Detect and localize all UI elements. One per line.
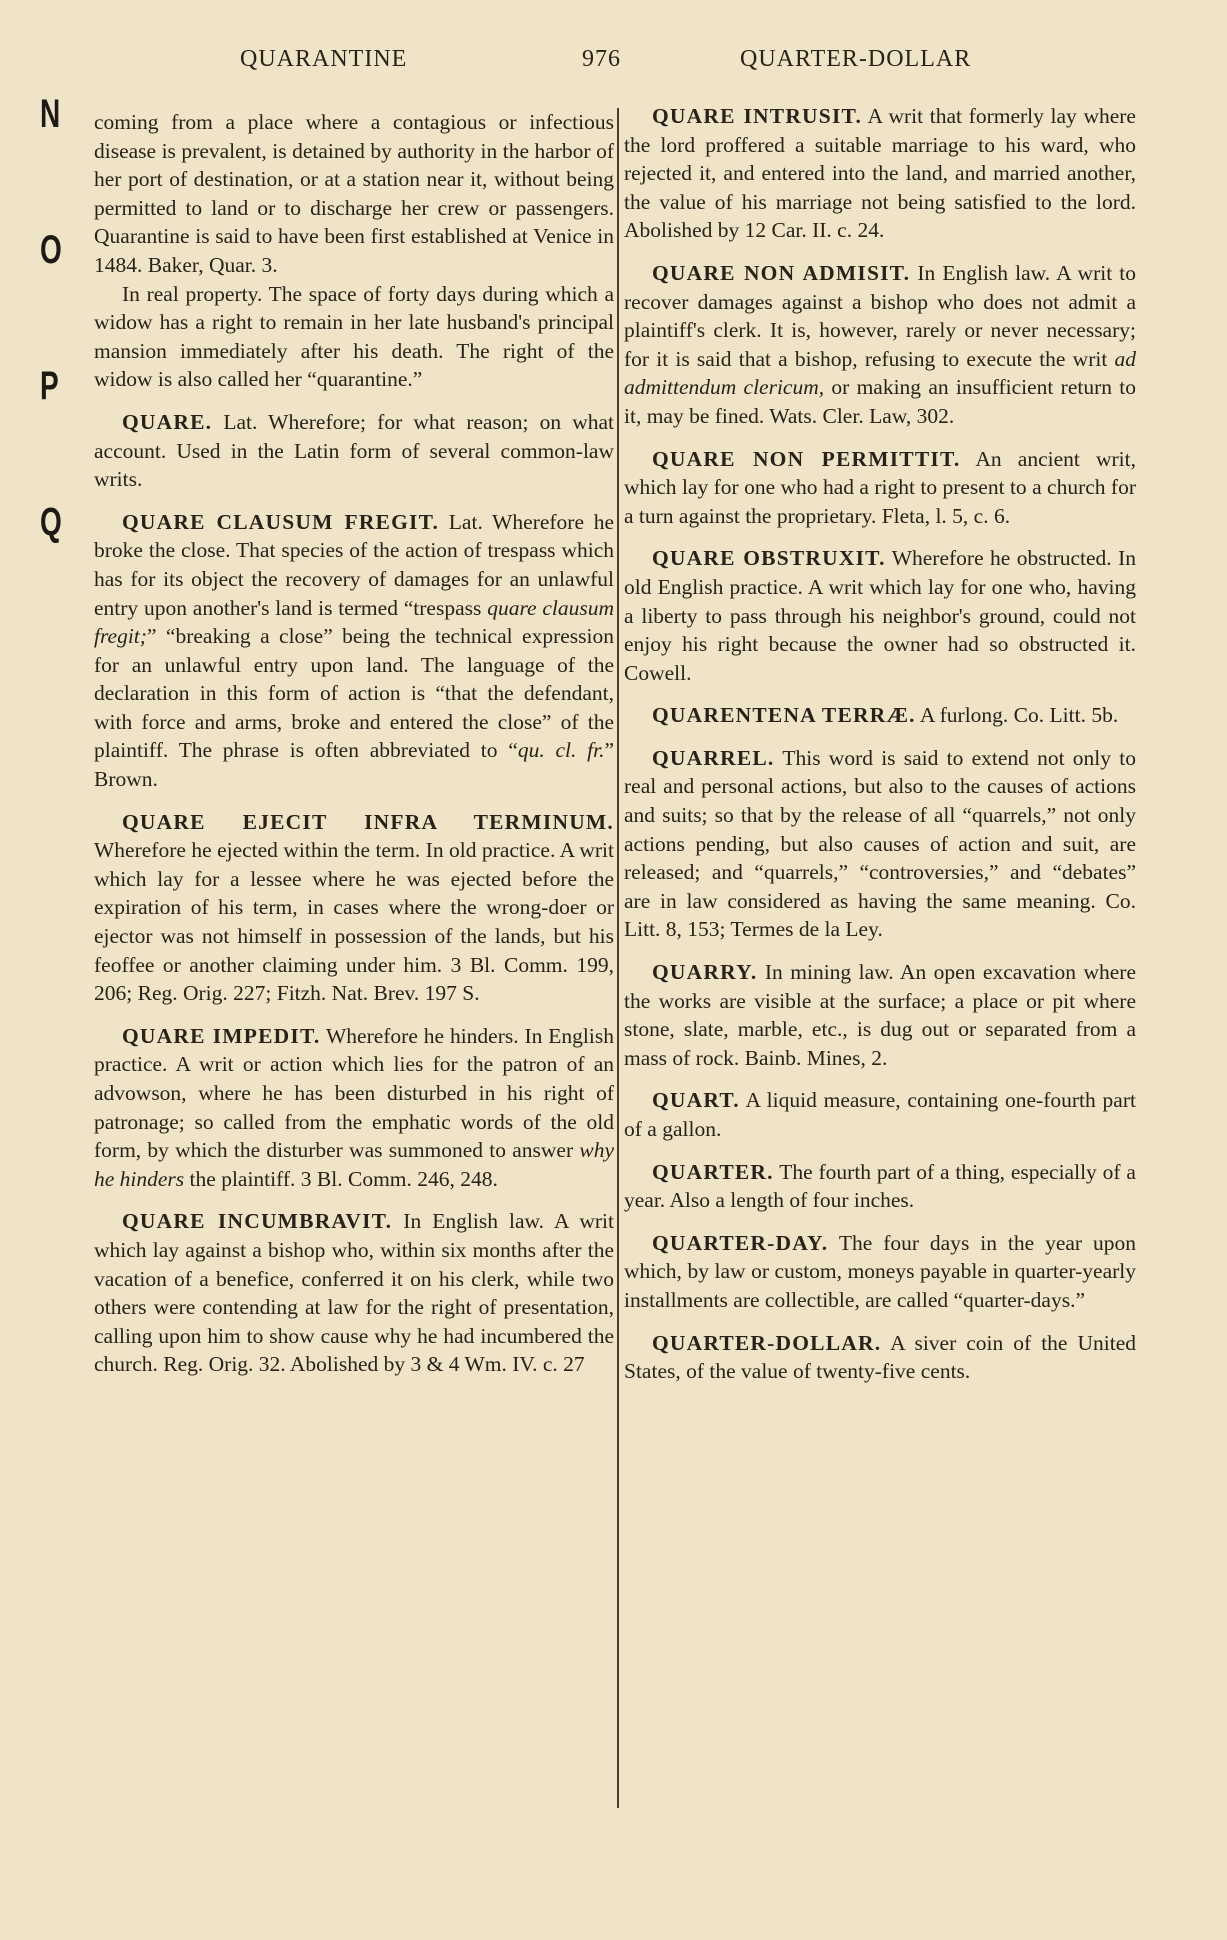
entry-text: A writ that formerly lay where the lord proffered a suitable marriage to his ward, who rejected it, and entered into the land, and married another, the value of his marriage not being satisfied to the lord. Abolished by 12 Car. II. c. 24.	[624, 104, 1136, 243]
entry-quare-non-permittit	[624, 445, 1136, 531]
entry-quare-non-admisit	[624, 259, 1136, 431]
entry-headword: QUARE IMPEDIT.	[122, 1023, 321, 1048]
entry-headword: QUARE INCUMBRAVIT.	[122, 1209, 393, 1234]
entry-headword: QUARTER.	[652, 1159, 774, 1184]
entry-text: The fourth part of a thing, especially of a year. Also a length of four inches.	[624, 1159, 1136, 1213]
entry-quarter-day	[624, 1229, 1136, 1315]
entry-italic: qu. cl. fr.	[517, 738, 605, 763]
entry-text: A liquid measure, containing one-fourth part of a gallon.	[624, 1088, 1136, 1141]
entry-text: the plaintiff. 3 Bl. Comm. 246, 248.	[189, 1166, 498, 1191]
entry-text: This word is said to extend not only to real and personal actions, but also to the causes of actions and suits; so that by the release of all “quarrels,” not only actions pending, but also causes of action and suit, are released; and “quarrels,” “controversies,” and “debates” are in law considered as having the same meaning. Co. Litt. 8, 153; Termes de la Ley.	[624, 745, 1136, 942]
thumb-tab-p[interactable]: P	[40, 364, 59, 408]
entry-quart	[624, 1086, 1136, 1143]
page-number: 976	[582, 46, 621, 72]
entry-text: The four days in the year upon which, by law or custom, moneys payable in quarter-yearly installments are collectible, are called “quarter-days.”	[624, 1230, 1136, 1312]
entry-text: Wherefore he obstructed. In old English practice. A writ which lay for one who, having a liberty to pass through his neighbor's ground, could not enjoy his right because the owner had so obstructed it. Cowell.	[624, 546, 1136, 685]
entry-headword: QUARTER-DAY.	[652, 1230, 829, 1255]
entry-text: ” Brown.	[94, 738, 614, 792]
running-head-right: QUARTER-DOLLAR	[740, 46, 972, 72]
entry-headword: QUARREL.	[652, 745, 775, 770]
entry-headword: QUARTER-DOLLAR.	[652, 1330, 882, 1355]
entry-text: A furlong. Co. Litt. 5b.	[919, 703, 1119, 728]
entry-quare-incumbravit	[94, 1207, 614, 1379]
thumb-tab-n[interactable]: N	[40, 92, 61, 136]
entry-quare	[94, 408, 614, 494]
entry-text: Wherefore he ejected within the term. In old practice. A writ which lay for a lessee where he was ejected before the expiration of his term, in cases where the wrong-doer or ejector was not himself in possession of the lands, but his feoffee or another claiming under him. 3 Bl. Comm. 199, 206; Reg. Orig. 227; Fitzh. Nat. Brev. 197 S.	[94, 838, 614, 1006]
entry-quare-impedit	[94, 1022, 614, 1194]
entry-text: Wherefore he hinders. In English practice. A writ or action which lies for the patron of an advowson, where he has been disturbed in his right of patronage; so called from the emphatic words of the old form, by which the disturber was summoned to answer	[94, 1023, 614, 1163]
entry-text: Lat. Wherefore; for what reason; on what account. Used in the Latin form of several common-law writs.	[94, 409, 615, 492]
entry-italic: ad admittendum clericum,	[624, 346, 1137, 400]
entry-headword: QUARE NON ADMISIT.	[652, 260, 911, 285]
entry-quarentena-terrae	[624, 701, 1136, 730]
left-column	[94, 108, 614, 1393]
entry-text: In English law. A writ to recover damages against a bishop who does not admit a plaintiff's clerk. It is, however, rarely or never necessary; for it is said that a bishop, refusing to execute the writ	[624, 260, 1137, 371]
entry-headword: QUARE EJECIT INFRA TERMINUM.	[122, 809, 614, 834]
entry-text: or making an insufficient return to it, may be fined. Wats. Cler. Law, 302.	[624, 375, 1136, 428]
entry-quare-clausum-fregit	[94, 508, 614, 794]
entry-quare-ejecit	[94, 808, 614, 1008]
right-column	[624, 102, 1136, 1400]
entry-text: In mining law. An open excavation where the works are visible at the surface; a place or pit where stone, slate, marble, etc., is dug out or separated from a mass of rock. Bainb. Mines, 2.	[624, 960, 1137, 1070]
entry-text: In English law. A writ which lay against a bishop who, within six months after the vacation of a benefice, conferred it on his clerk, while two others were contending at law for the right of presentation, calling upon him to show cause why he had incumbered the church. Reg. Orig. 32. Abolished by 3 & 4 Wm. IV. c. 27	[94, 1209, 614, 1377]
entry-text: coming from a place where a contagious or infectious disease is prevalent, is detained by authority in the harbor of her port of destination, or at a station near it, without being permitted to land or to discharge her crew or passengers. Quarantine is said to have been first established at Venice in 1484. Baker, Quar. 3.	[94, 110, 614, 277]
entry-quarrel	[624, 744, 1136, 944]
entry-text: ” “breaking a close” being the technical expression for an unlawful entry upon land. The language of the declaration in this form of action is “that the defendant, with force and arms, broke and entered the close” of the plaintiff. The phrase is often abbreviated to “	[94, 624, 614, 763]
entry-text: In real property. The space of forty days during which a widow has a right to remain in her late husband's principal mansion immediately after his death. The right of the widow is also called her “quarantine.”	[94, 281, 614, 392]
entry-headword: QUART.	[652, 1088, 740, 1113]
entry-headword: QUARRY.	[652, 960, 758, 985]
entry-quarry	[624, 958, 1136, 1072]
column-rule	[617, 108, 619, 1808]
entry-quarter-dollar	[624, 1329, 1136, 1386]
entry-headword: QUARE INTRUSIT.	[652, 104, 863, 128]
entry-quarantine-continued	[94, 108, 614, 394]
entry-headword: QUARENTENA TERRÆ.	[652, 703, 916, 728]
thumb-tab-q[interactable]: Q	[40, 500, 62, 544]
entry-headword: QUARE CLAUSUM FREGIT.	[122, 509, 440, 534]
entry-text: A siver coin of the United States, of the value of twenty-five cents.	[624, 1330, 1136, 1384]
entry-text: Lat. Wherefore he broke the close. That species of the action of trespass which has for its object the recovery of damages for an unlawful entry upon another's land is termed “trespass	[94, 509, 614, 620]
entry-quare-intrusit	[624, 102, 1136, 245]
entry-headword: QUARE NON PERMITTIT.	[652, 446, 961, 471]
entry-text: An ancient writ, which lay for one who had a right to present to a church for a turn against the proprietary. Fleta, l. 5, c. 6.	[624, 446, 1136, 528]
entry-headword: QUARE OBSTRUXIT.	[652, 546, 886, 571]
thumb-tab-o[interactable]: O	[40, 228, 62, 272]
entry-quare-obstruxit	[624, 544, 1136, 687]
entry-quarter	[624, 1158, 1136, 1215]
running-head-left: QUARANTINE	[240, 46, 408, 72]
entry-italic: why he hinders	[94, 1138, 615, 1191]
entry-italic: quare clausum fregit;	[94, 595, 615, 649]
entry-headword: QUARE.	[122, 409, 213, 434]
